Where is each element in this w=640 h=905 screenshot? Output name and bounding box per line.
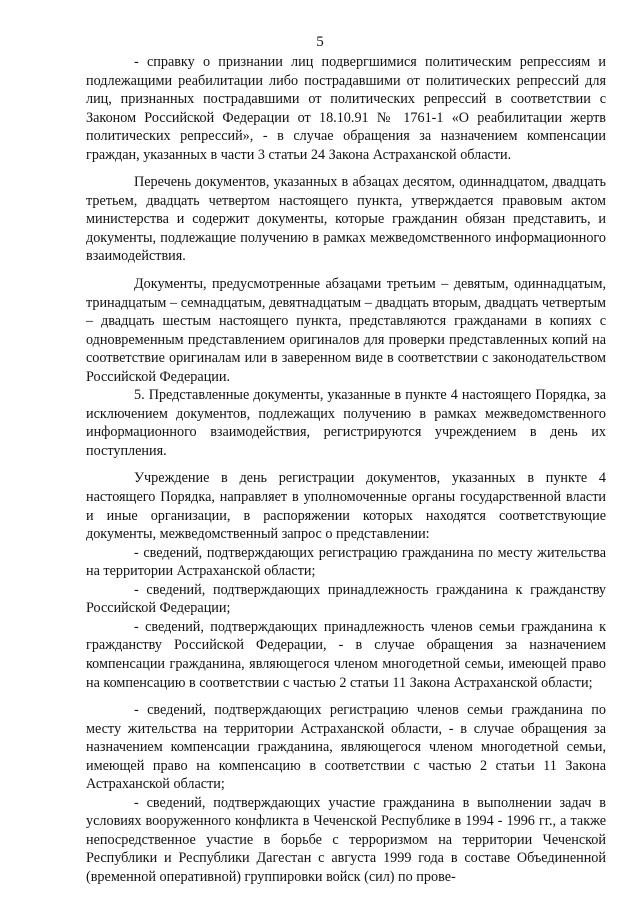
paragraph-rehabilitation-certificate: - справку о признании лиц подвергшимися политическим репрессиям и подлежащими реабилитации либо пострадавшими от политических репрессий для лиц, признанных пострадавшими от политических репрессий в соответствии с Законом Российской Федерации от 18.10.91 № 1761-1 «О реабилитации жертв политических репрессий», - в случае обращения за назначением компенсации граждан, указанных в части 3 статьи 24 Закона Астраханской области. <box>86 54 606 163</box>
page-number: 5 <box>316 34 324 50</box>
document-body <box>86 53 606 887</box>
paragraph-interagency-request: Учреждение в день регистрации документов, указанных в пункте 4 настоящего Порядка, направляет в уполномоченные органы государственной власти и иные организации, в распоряжении которых находятся соответствующие документы, межведомственный запрос о представлении: <box>86 470 606 543</box>
list-item-family-registration: - сведений, подтверждающих регистрацию членов семьи гражданина по месту жительства на территории Астраханской области, - в случае обращения за назначением компенсации гражданина, являющегося членом многодетной семьи, имеющей право на компенсацию в соответствии с частью 2 статьи 11 Закона Астраханской области; <box>86 702 606 793</box>
paragraph-documents-list: Перечень документов, указанных в абзацах десятом, одиннадцатом, двадцать третьем, двадцать четвертом настоящего пункта, утверждается правовым актом министерства и содержит документы, которые гражданин обязан представить, и документы, подлежащие получению в рамках межведомственного информационного взаимодействия. <box>86 174 606 265</box>
list-item-residence-registration: - сведений, подтверждающих регистрацию гражданина по месту жительства на территории Астраханской области; <box>86 544 606 580</box>
list-item-citizenship: - сведений, подтверждающих принадлежность гражданина к гражданству Российской Федерации; <box>86 581 606 617</box>
list-item-conflict-participation: - сведений, подтверждающих участие гражданина в выполнении задач в условиях вооруженного конфликта в Чеченской Республике в 1994 - 1996 гг., а также непосредственное участие в борьбе с терроризмом на территории Чеченской Республики и Республики Дагестан с августа 1999 года в составе Объединенной (временной оперативной) группировки войск (сил) по прове- <box>86 794 606 885</box>
paragraph-item-5-registration: 5. Представленные документы, указанные в пункте 4 настоящего Порядка, за исключением документов, подлежащих получению в рамках межведомственного информационного взаимодействия, регистрируются учреждением в день их поступления. <box>86 387 606 459</box>
paragraph-document-copies: Документы, предусмотренные абзацами третьим – девятым, одиннадцатым, тринадцатым – семнадцатым, девятнадцатым – двадцать вторым, двадцать четвертым – двадцать шестым настоящего пункта, представляются гражданами в копиях с одновременным представлением оригиналов для проверки представленных копий на соответствие оригиналам или в заверенном виде в соответствии с законодательством Российской Федерации. <box>86 276 606 385</box>
list-item-family-citizenship: - сведений, подтверждающих принадлежность членов семьи гражданина к гражданству Российской Федерации, - в случае обращения за назначением компенсации гражданина, являющегося членом многодетной семьи, имеющей право на компенсацию в соответствии с частью 2 статьи 11 Закона Астраханской области; <box>86 618 606 691</box>
